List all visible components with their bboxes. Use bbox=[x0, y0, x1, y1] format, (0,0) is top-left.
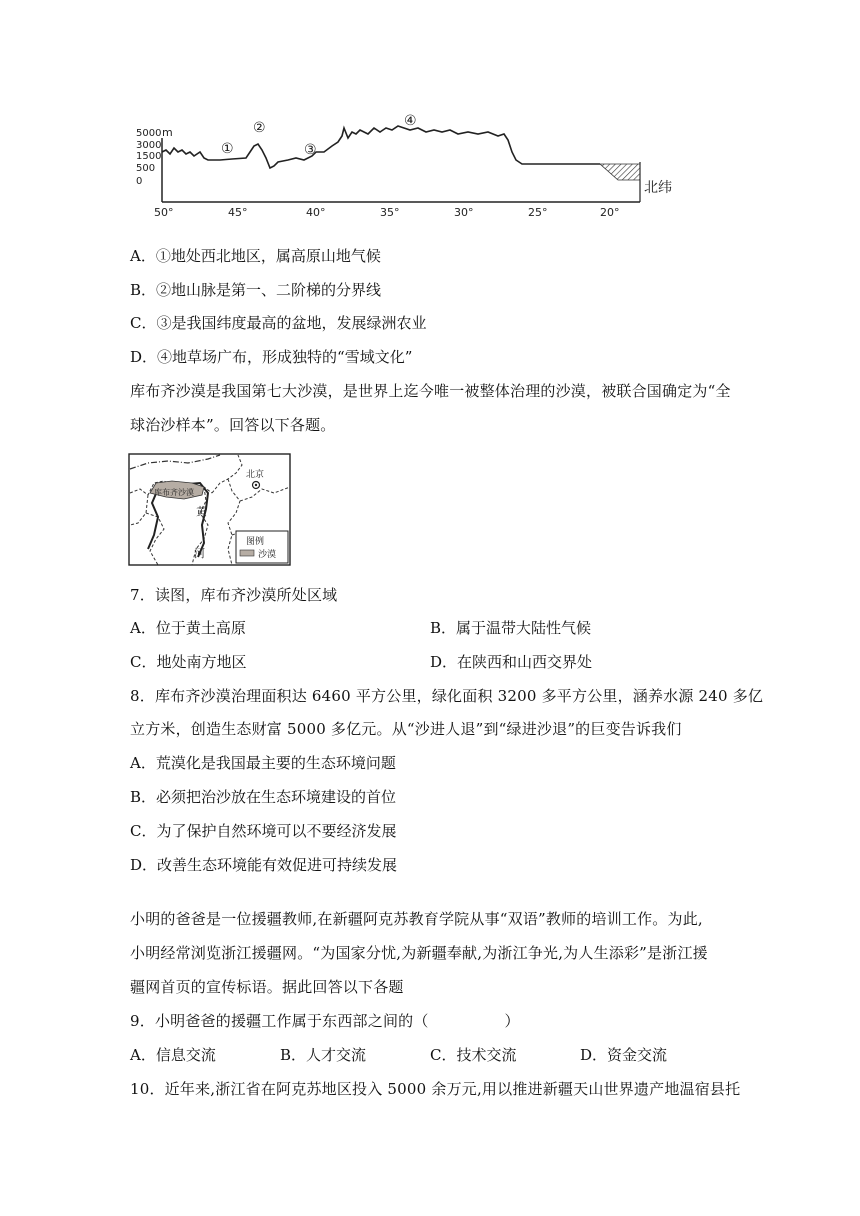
y-tick-1500: 1500 bbox=[136, 151, 162, 162]
q6-option-a: A．①地处西北地区，属高原山地气候 bbox=[130, 247, 381, 265]
q7-stem: 7．读图，库布齐沙漠所处区域 bbox=[130, 586, 338, 604]
kubuqi-intro-line-1: 库布齐沙漠是我国第七大沙漠，是世界上迄今唯一被整体治理的沙漠，被联合国确定为“全 bbox=[130, 382, 731, 400]
x-tick-45: 45° bbox=[228, 206, 248, 219]
y-unit: m bbox=[162, 126, 173, 139]
x-tick-25: 25° bbox=[528, 206, 548, 219]
y-tick-3000: 3000 bbox=[136, 140, 162, 151]
q8-option-d: D．改善生态环境能有效促进可持续发展 bbox=[130, 856, 398, 874]
profile-y-axis bbox=[136, 126, 173, 187]
y-tick-0: 0 bbox=[136, 176, 143, 187]
map-legend-title: 图例 bbox=[246, 537, 265, 547]
q8-stem-line-1: 8．库布齐沙漠治理面积达 6460 平方公里，绿化面积 3200 多平方公里，涵养水源 240 多亿 bbox=[130, 687, 764, 705]
x-tick-50: 50° bbox=[154, 206, 174, 219]
beijing-marker-dot bbox=[255, 484, 257, 486]
map-legend-swatch bbox=[240, 550, 254, 556]
river-char-huang: 黄 bbox=[196, 505, 207, 518]
profile-x-axis bbox=[154, 206, 620, 219]
q7-option-a: A．位于黄土高原 bbox=[130, 619, 246, 637]
q9-option-d: D．资金交流 bbox=[580, 1046, 668, 1064]
q9-stem: 9．小明爸爸的援疆工作属于东西部之间的（ ） bbox=[130, 1012, 520, 1030]
map-legend-item: 沙漠 bbox=[258, 550, 277, 560]
xinjiang-intro-line-2: 小明经常浏览浙江援疆网。“为国家分忧,为新疆奉献,为浙江争光,为人生添彩”是浙江援 bbox=[130, 944, 708, 962]
q8-option-a: A．荒漠化是我国最主要的生态环境问题 bbox=[130, 754, 396, 772]
q9-option-c: C．技术交流 bbox=[430, 1046, 517, 1064]
marker-1: ① bbox=[221, 141, 234, 157]
marker-4: ④ bbox=[404, 113, 417, 129]
x-tick-35: 35° bbox=[380, 206, 400, 219]
hatched-sea-area bbox=[600, 164, 640, 180]
y-tick-500: 500 bbox=[136, 163, 156, 174]
q6-option-c: C．③是我国纬度最高的盆地，发展绿洲农业 bbox=[130, 314, 427, 332]
kubuqi-intro-line-2: 球治沙样本”。回答以下各题。 bbox=[130, 416, 336, 434]
q7-option-d: D．在陕西和山西交界处 bbox=[430, 653, 593, 671]
x-tick-30: 30° bbox=[454, 206, 474, 219]
marker-2: ② bbox=[253, 120, 266, 136]
q9-option-b: B．人才交流 bbox=[280, 1046, 367, 1064]
xinjiang-intro-line-3: 疆网首页的宣传标语。据此回答以下各题 bbox=[130, 978, 404, 996]
q7-option-c: C．地处南方地区 bbox=[130, 653, 247, 671]
desert-label: 库布齐沙漠 bbox=[154, 488, 194, 497]
q8-option-b: B．必须把治沙放在生态环境建设的首位 bbox=[130, 788, 397, 806]
kubuqi-map-figure bbox=[128, 453, 292, 567]
q6-option-b: B．②地山脉是第一、二阶梯的分界线 bbox=[130, 281, 382, 299]
q8-option-c: C．为了保护自然环境可以不要经济发展 bbox=[130, 822, 397, 840]
q9-option-a: A．信息交流 bbox=[130, 1046, 216, 1064]
q7-option-b: B．属于温带大陆性气候 bbox=[430, 619, 592, 637]
y-tick-5000: 5000 bbox=[136, 128, 162, 139]
beijing-label: 北京 bbox=[246, 470, 265, 480]
q10-stem: 10．近年来,浙江省在阿克苏地区投入 5000 余万元,用以推进新疆天山世界遗产地温宿县托 bbox=[130, 1080, 741, 1098]
marker-3: ③ bbox=[304, 142, 317, 158]
x-tick-40: 40° bbox=[306, 206, 326, 219]
x-tick-20: 20° bbox=[600, 206, 620, 219]
q8-stem-line-2: 立方米，创造生态财富 5000 多亿元。从“沙进人退”到“绿进沙退”的巨变告诉我们 bbox=[130, 720, 682, 738]
river-char-he: 河 bbox=[194, 547, 205, 560]
terrain-profile-figure bbox=[128, 108, 672, 220]
xinjiang-intro-line-1: 小明的爸爸是一位援疆教师,在新疆阿克苏教育学院从事“双语”教师的培训工作。为此, bbox=[130, 910, 703, 928]
q6-option-d: D．④地草场广布，形成独特的“雪域文化” bbox=[130, 348, 413, 366]
x-axis-label: 北纬 bbox=[644, 180, 672, 196]
